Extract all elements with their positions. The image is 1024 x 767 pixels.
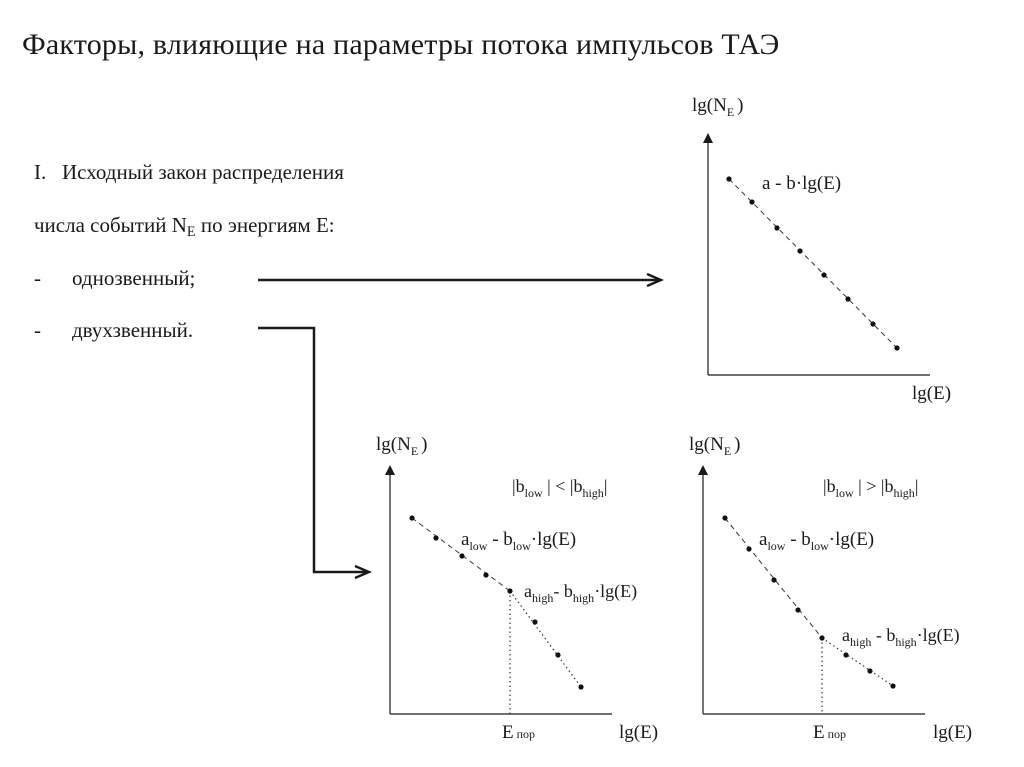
data-point — [870, 321, 875, 326]
x-axis-label: lg(E) — [912, 383, 952, 404]
data-point — [409, 515, 414, 520]
bullet-dash: - — [34, 318, 41, 342]
threshold-label: Eпор — [813, 722, 847, 743]
data-point — [894, 345, 899, 350]
x-axis-label: lg(E) — [619, 722, 659, 743]
data-point — [722, 515, 727, 520]
threshold-label: Eпор — [502, 722, 536, 743]
data-point — [797, 248, 802, 253]
fit-formula: a - b·lg(E) — [762, 173, 842, 194]
data-point — [483, 572, 488, 577]
slope-condition: $|b_{low}$ | > $|b_{high}|$ — [823, 476, 919, 500]
plot-single-link — [692, 95, 951, 404]
slope-condition: $|b_{low}$ | < $|b_{high}|$ — [512, 476, 608, 500]
data-point — [890, 683, 895, 688]
formula-high: $a_{high}-$ $b_{high}\cdot\lg(E)$ — [524, 581, 638, 605]
data-point — [555, 652, 560, 657]
bullet-dash: - — [34, 266, 41, 290]
formula-low: $a_{low} - b_{low}\cdot\lg(E)$ — [461, 529, 577, 553]
data-point — [726, 176, 731, 181]
data-point — [771, 577, 776, 582]
y-axis-label: $\lg(N_E$ ) — [692, 95, 744, 119]
data-point — [795, 607, 800, 612]
data-point — [821, 272, 826, 277]
data-point — [578, 684, 583, 689]
data-point — [507, 588, 512, 593]
arrow-double-to-plot — [258, 328, 368, 572]
data-point — [749, 199, 754, 204]
data-point — [459, 553, 464, 558]
data-point — [867, 668, 872, 673]
plot-double-link-flatter — [689, 434, 972, 743]
list-item-double-label: двухзвенный. — [72, 318, 194, 342]
data-point — [433, 535, 438, 540]
data-point — [845, 296, 850, 301]
data-point — [746, 546, 751, 551]
list-item-single-label: однозвенный; — [72, 266, 196, 290]
plot-double-link-steeper — [376, 434, 658, 743]
y-axis-label: $\lg(N_E$ ) — [689, 434, 741, 458]
slide-title: Факторы, влияющие на параметры потока импульсов ТАЭ — [22, 28, 780, 61]
y-axis-label: $\lg(N_E$ ) — [376, 434, 428, 458]
ne-subscript: E — [186, 223, 196, 240]
data-point — [843, 652, 848, 657]
x-axis-label: lg(E) — [933, 722, 973, 743]
formula-high: $a_{high} - b_{high}\cdot\lg(E)$ — [842, 625, 960, 649]
data-point — [819, 635, 824, 640]
fit-line-high — [510, 591, 581, 687]
continuation-text: числа событий N — [34, 213, 187, 237]
roman-numeral: I. — [34, 160, 47, 184]
continuation-end: по энергиям E: — [195, 213, 335, 237]
data-point — [532, 619, 537, 624]
heading-text: Исходный закон распределения — [62, 160, 344, 184]
formula-low: $a_{low} - b_{low}\cdot\lg(E)$ — [759, 529, 875, 553]
data-point — [774, 225, 779, 230]
